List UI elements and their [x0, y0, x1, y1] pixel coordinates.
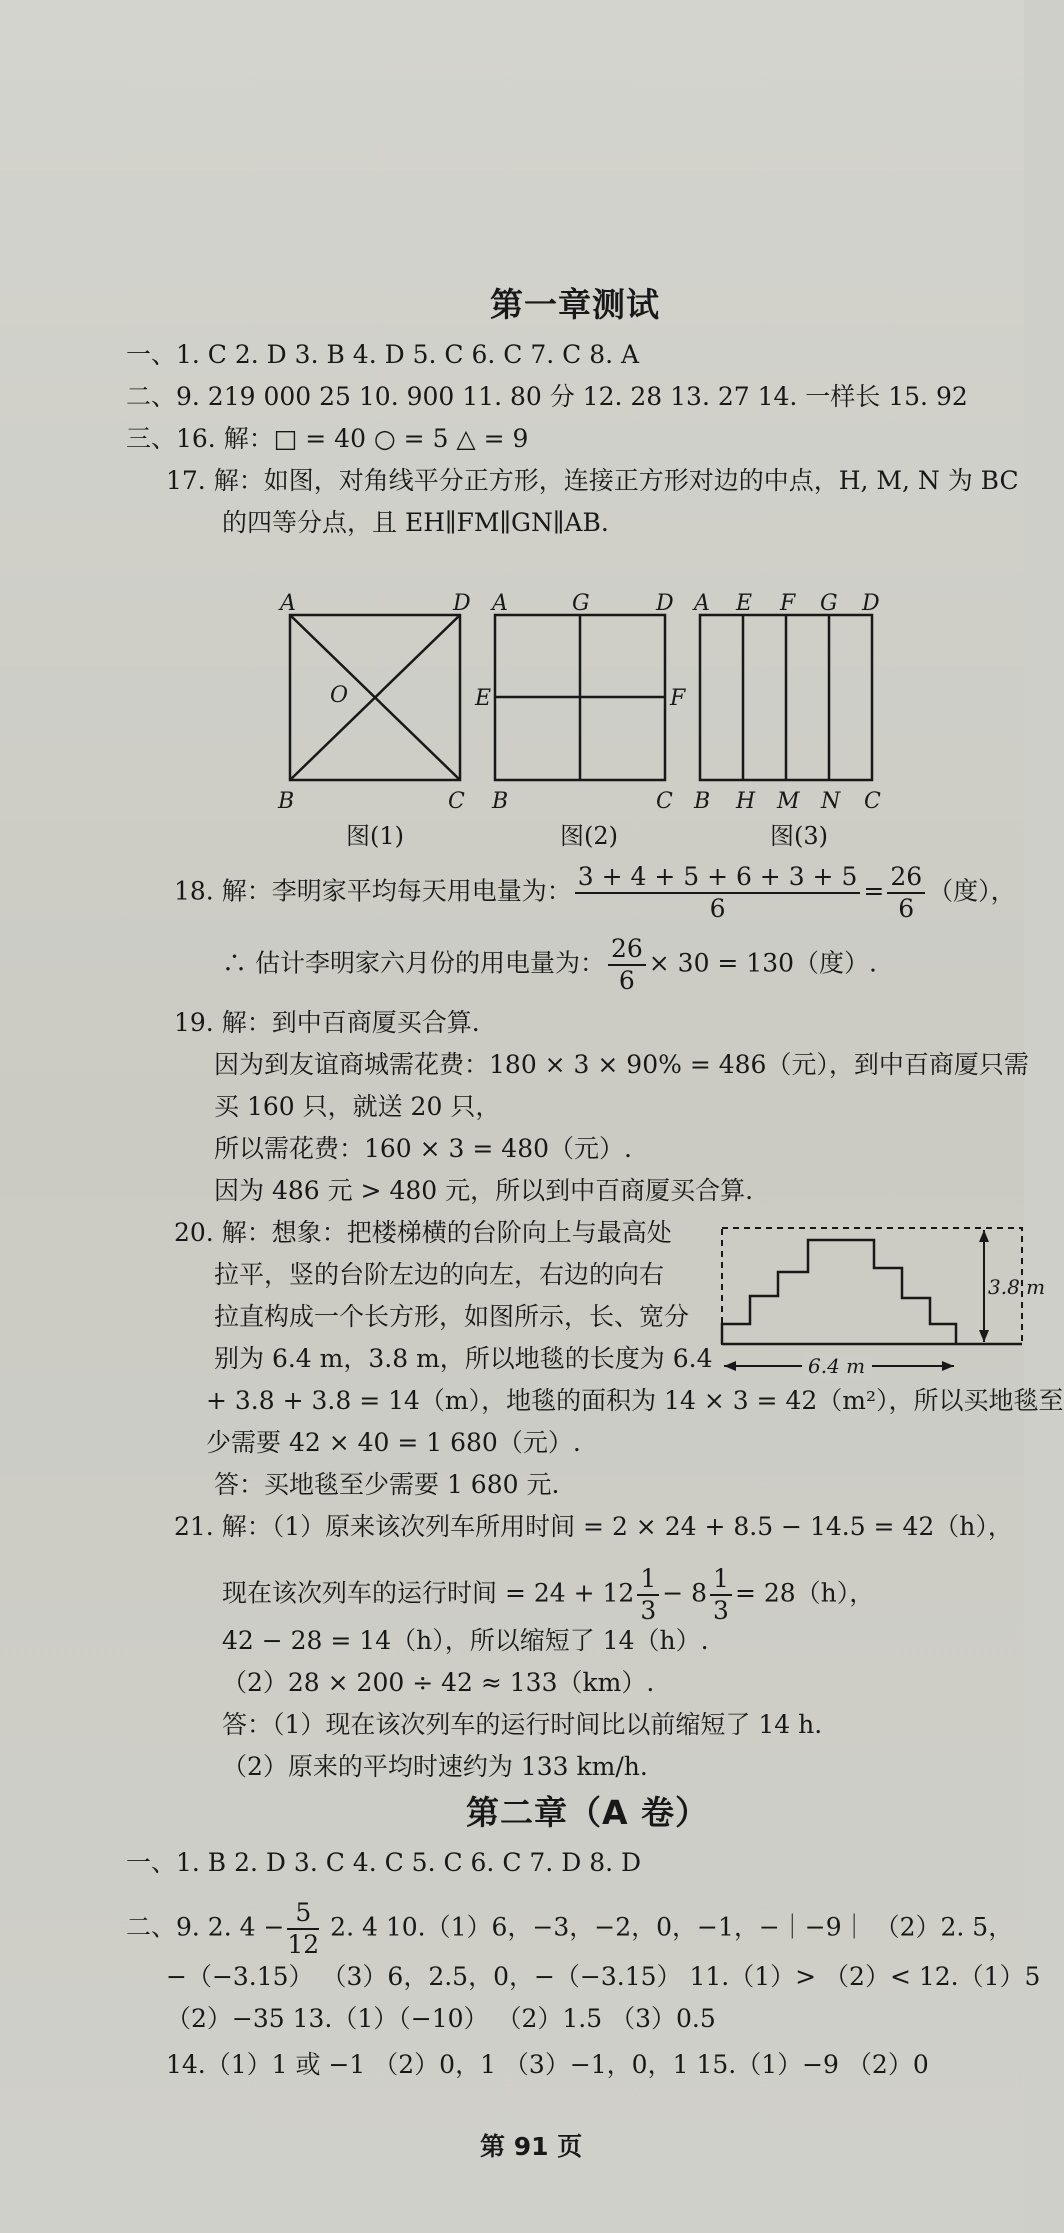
label-E: E — [736, 591, 753, 616]
chapter1-title: 第一章测试 — [490, 285, 660, 324]
label-C: C — [656, 789, 673, 814]
ch2-q2c: （2）−35 13.（1）（−10） （2）1.5 （3）0.5 — [166, 2004, 716, 2033]
ch1-q19b: 因为到友谊商城需花费：180 × 3 × 90% = 486（元），到中百商厦只需 — [214, 1050, 1029, 1079]
figure-3-caption: 图(3) — [770, 822, 828, 850]
ch1-q20b: 拉平，竖的台阶左边的向左，右边的向右 — [214, 1260, 665, 1289]
ch2-q2b: −（−3.15） （3）6，2.5，0，−（−3.15） 11.（1）> （2）< 12.（1）5 — [166, 1962, 1041, 1991]
label-D: D — [656, 591, 674, 616]
ch1-q20f: 少需要 42 × 40 = 1 680（元）. — [206, 1428, 581, 1457]
stair-height-label: 3.8 m — [988, 1275, 1046, 1299]
label-A: A — [280, 591, 296, 616]
label-G: G — [820, 591, 838, 616]
ch2-q2a: 二、9. 2. 4 − $\frac{5}{12}$ 2. 4 10.（1）6，−3，−2，0，−1，−｜−9｜ （2）2. 5， — [126, 1898, 1014, 1959]
page-number: 第 91 页 — [480, 2132, 583, 2161]
ch1-q20g: 答：买地毯至少需要 1 680 元. — [214, 1470, 560, 1499]
figure-1-caption: 图(1) — [346, 822, 404, 850]
ch1-q21b: 现在该次列车的运行时间 = 24 + 12 $\frac{1}{3}$ − 8 $\frac{1}{3}$ = 28（h）， — [222, 1564, 875, 1625]
label-A: A — [492, 591, 508, 616]
ch1-q17a: 17. 解：如图，对角线平分正方形，连接正方形对边的中点，H, M, N 为 BC — [166, 466, 1019, 495]
ch1-q20c: 拉直构成一个长方形，如图所示，长、宽分 — [214, 1302, 690, 1331]
label-N: N — [821, 789, 841, 814]
ch1-q21c: 42 − 28 = 14（h），所以缩短了 14（h）. — [222, 1626, 709, 1655]
ch1-q19c: 买 160 只，就送 20 只， — [214, 1092, 501, 1121]
label-O: O — [330, 683, 349, 708]
label-D: D — [453, 591, 471, 616]
ch1-q3: 三、16. 解：□ = 40 ○ = 5 △ = 9 — [126, 424, 529, 453]
label-M: M — [777, 789, 800, 814]
ch2-q1: 一、1. B 2. D 3. C 4. C 5. C 6. C 7. D 8. D — [126, 1848, 642, 1877]
label-B: B — [278, 789, 295, 814]
figure-3 — [692, 591, 881, 814]
label-F: F — [780, 591, 796, 616]
ch1-q2: 二、9. 219 000 25 10. 900 11. 80 分 12. 28 13. 27 14. 一样长 15. 92 — [126, 382, 968, 411]
fraction: $\frac{1}{3}$ — [710, 1564, 732, 1626]
ch1-q17b: 的四等分点，且 EH∥FM∥GN∥AB. — [222, 508, 609, 537]
label-F: F — [670, 686, 686, 711]
ch1-q18b: ∴ 估计李明家六月份的用电量为： $\frac{26}{6}$ × 30 = 130（度）. — [222, 934, 877, 995]
ch1-q19e: 因为 486 元 > 480 元，所以到中百商厦买合算. — [214, 1176, 754, 1205]
label-B: B — [694, 789, 711, 814]
ch1-q20a: 20. 解：想象：把楼梯横的台阶向上与最高处 — [174, 1218, 672, 1247]
ch2-q2d: 14.（1）1 或 −1 （2）0，1 （3）−1，0，1 15.（1）−9 （2）0 — [166, 2050, 929, 2079]
square-figures — [270, 585, 910, 855]
ch1-q1: 一、1. C 2. D 3. B 4. D 5. C 6. C 7. C 8. A — [126, 340, 640, 369]
label-B: B — [492, 789, 509, 814]
label-H: H — [736, 789, 756, 814]
ch1-q18: 18. 解：李明家平均每天用电量为： $\frac{3 + 4 + 5 + 6 + 3 + 5}{6}$ = $\frac{26}{6}$ （度）， — [174, 862, 1016, 923]
label-A: A — [694, 591, 710, 616]
fraction: $\frac{26}{6}$ — [887, 862, 925, 924]
fraction: $\frac{26}{6}$ — [608, 934, 646, 996]
ch1-q19d: 所以需花费：160 × 3 = 480（元）. — [214, 1134, 632, 1163]
fraction: $\frac{5}{12}$ — [287, 1898, 320, 1959]
label-C: C — [448, 789, 465, 814]
ch1-q21a: 21. 解：（1）原来该次列车所用时间 = 2 × 24 + 8.5 − 14.5 = 42（h）， — [174, 1512, 1013, 1541]
label-E: E — [475, 686, 492, 711]
figure-2 — [474, 591, 686, 814]
ch1-q20e: + 3.8 + 3.8 = 14（m），地毯的面积为 14 × 3 = 42（m²），所以买地毯至 — [206, 1386, 1064, 1415]
fraction: $\frac{1}{3}$ — [637, 1564, 659, 1626]
staircase-figure — [716, 1220, 1046, 1380]
figure-1 — [277, 591, 471, 814]
stair-width-label: 6.4 m — [808, 1354, 866, 1378]
chapter2-title: 第二章（A 卷） — [466, 1793, 710, 1832]
ch1-q21f: （2）原来的平均时速约为 133 km/h. — [222, 1752, 648, 1781]
ch1-q21e: 答：（1）现在该次列车的运行时间比以前缩短了 14 h. — [222, 1710, 823, 1739]
ch1-q19a: 19. 解：到中百商厦买合算. — [174, 1008, 480, 1037]
label-G: G — [572, 591, 590, 616]
figure-2-caption: 图(2) — [560, 822, 618, 850]
fraction: $\frac{3 + 4 + 5 + 6 + 3 + 5}{6}$ — [575, 862, 861, 924]
label-C: C — [864, 789, 881, 814]
ch1-q21d: （2）28 × 200 ÷ 42 ≈ 133（km）. — [222, 1668, 655, 1697]
label-D: D — [862, 591, 880, 616]
ch1-q20d: 别为 6.4 m，3.8 m，所以地毯的长度为 6.4 — [214, 1344, 713, 1373]
